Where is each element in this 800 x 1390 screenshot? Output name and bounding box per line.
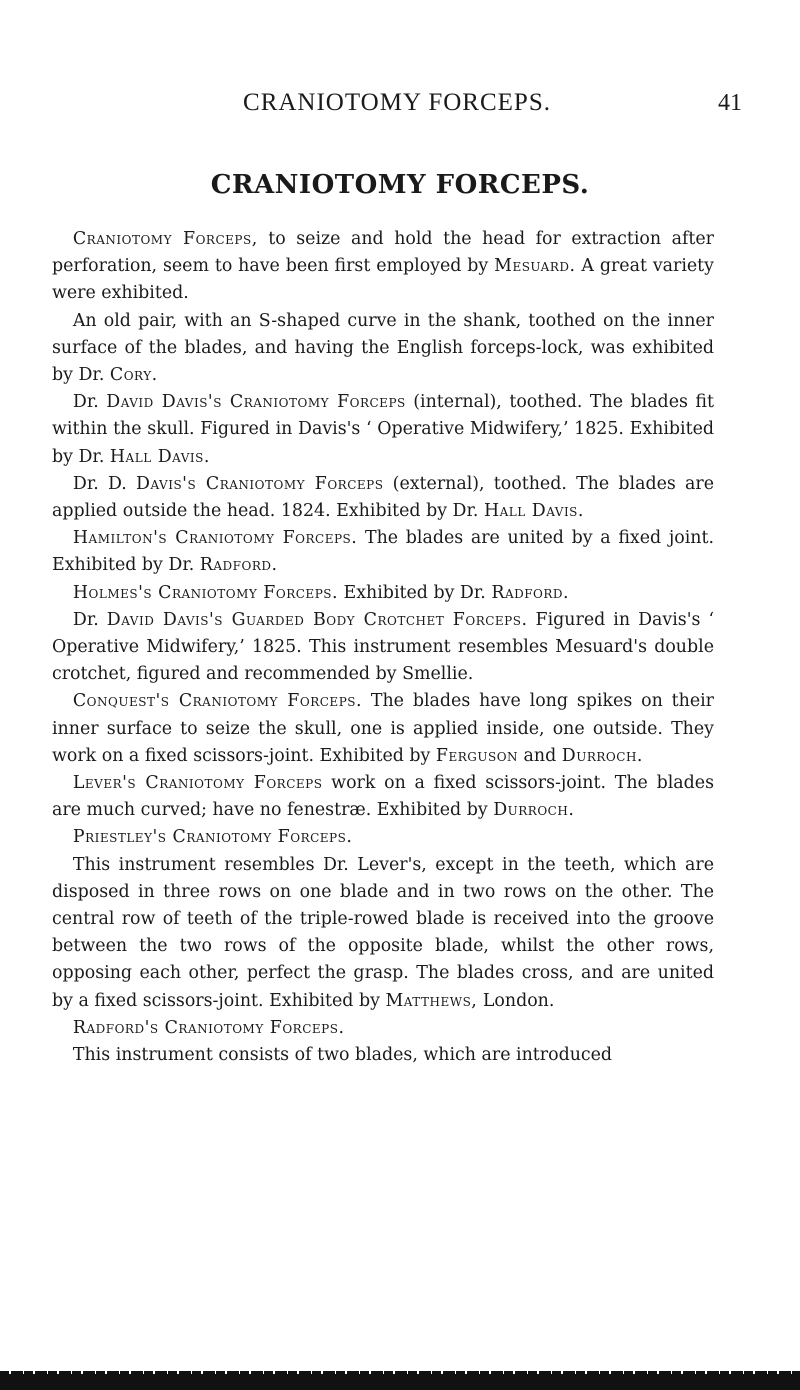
text-run: A great variety were exhibited. xyxy=(52,256,714,304)
paragraph xyxy=(52,824,714,851)
text-run: Exhibited by Dr. xyxy=(338,582,492,603)
text-run: Dr. xyxy=(72,392,107,413)
paragraph xyxy=(52,1042,714,1069)
text-run: to seize and hold the head for extraction after perforation, seem to have been first employed by xyxy=(52,229,714,277)
small-caps-text: Hall Davis. xyxy=(483,501,584,522)
small-caps-text: Holmes's Craniotomy Forceps. xyxy=(72,582,339,603)
small-caps-text: Radford. xyxy=(199,555,278,576)
section-title: CRANIOTOMY FORCEPS. xyxy=(210,170,590,200)
small-caps-text: Matthews, xyxy=(385,990,478,1011)
small-caps-text: David Davis's Craniotomy Forceps xyxy=(106,392,406,413)
text-run: work on a fixed scissors-joint. The blades are much curved; have no fenestræ. Exhibited by xyxy=(52,773,714,821)
page-bottom-edge xyxy=(0,1374,800,1390)
small-caps-text: Radford's Craniotomy Forceps. xyxy=(72,1017,345,1038)
small-caps-text: Hamilton's Craniotomy Forceps. xyxy=(72,528,358,549)
paragraph xyxy=(52,471,714,525)
text-run: London. xyxy=(477,990,555,1011)
paragraph xyxy=(52,1015,714,1042)
page-number: 41 xyxy=(718,90,742,116)
text-run: The blades have long spikes on their inner surface to seize the skull, one is applied inside, one outside. They work on a fixed scissors-joint. Exhibited by xyxy=(52,691,714,766)
text-run: This instrument consists of two blades, which are introduced xyxy=(72,1045,613,1066)
text-run: Figured in Davis's ‘ Operative Midwifery,’ 1825. This instrument resembles Mesuard's double crotchet, figured and recommended by Smellie. xyxy=(52,609,714,685)
text-run: (internal), toothed. The blades fit within the skull. Figured in Davis's ‘ Operative Midwifery,’ 1825. Exhibited by Dr. xyxy=(52,392,714,467)
small-caps-text: David Davis's Guarded Body Crotchet Forceps. xyxy=(106,609,528,630)
small-caps-text: Ferguson xyxy=(435,745,519,766)
paragraph xyxy=(52,308,714,390)
small-caps-text: Hall Davis. xyxy=(109,446,210,467)
text-run: (external), toothed. The blades are applied outside the head. 1824. Exhibited by Dr. xyxy=(52,473,714,522)
text-run: and xyxy=(518,745,562,766)
paragraph xyxy=(52,770,714,824)
small-caps-text: Cory. xyxy=(109,365,158,386)
small-caps-text: Conquest's Craniotomy Forceps. xyxy=(72,691,363,712)
small-caps-text: Lever's Craniotomy Forceps xyxy=(72,773,323,794)
paragraph xyxy=(52,852,714,1015)
small-caps-text: Mesuard. xyxy=(494,256,576,277)
paragraph xyxy=(52,226,714,308)
body-text xyxy=(52,226,714,1069)
paragraph xyxy=(52,525,714,579)
text-run: An old pair, with an S-shaped curve in the shank, toothed on the inner surface of the blades, and having the English forceps-lock, was exhibited by Dr. xyxy=(52,310,714,386)
small-caps-text: Durroch. xyxy=(493,800,575,821)
text-run: The blades are united by a fixed joint. Exhibited by Dr. xyxy=(52,528,714,576)
small-caps-text: Priestley's Craniotomy Forceps. xyxy=(72,827,353,848)
small-caps-text: Craniotomy Forceps, xyxy=(72,229,258,249)
paragraph xyxy=(52,580,714,607)
paragraph xyxy=(52,389,714,471)
small-caps-text: Radford. xyxy=(491,582,570,603)
text-run: This instrument resembles Dr. Lever's, except in the teeth, which are disposed in three rows on one blade and in two rows on the other. The central row of teeth of the triple-rowed blade is received into the groove between the two rows of the opposite blade, whilst the other rows, opposing each other, perfect the grasp. The blades cross, and are united by a fixed scissors-joint. Exhibited by xyxy=(52,854,714,1011)
text-run: Dr. xyxy=(72,609,107,630)
small-caps-text: Durroch. xyxy=(561,745,643,766)
small-caps-text: Davis's Craniotomy Forceps xyxy=(136,473,384,494)
paragraph xyxy=(52,607,714,689)
running-head xyxy=(52,88,742,118)
running-title: CRANIOTOMY FORCEPS. xyxy=(243,89,551,116)
paragraph xyxy=(52,688,714,770)
text-run: Dr. D. xyxy=(72,473,137,494)
